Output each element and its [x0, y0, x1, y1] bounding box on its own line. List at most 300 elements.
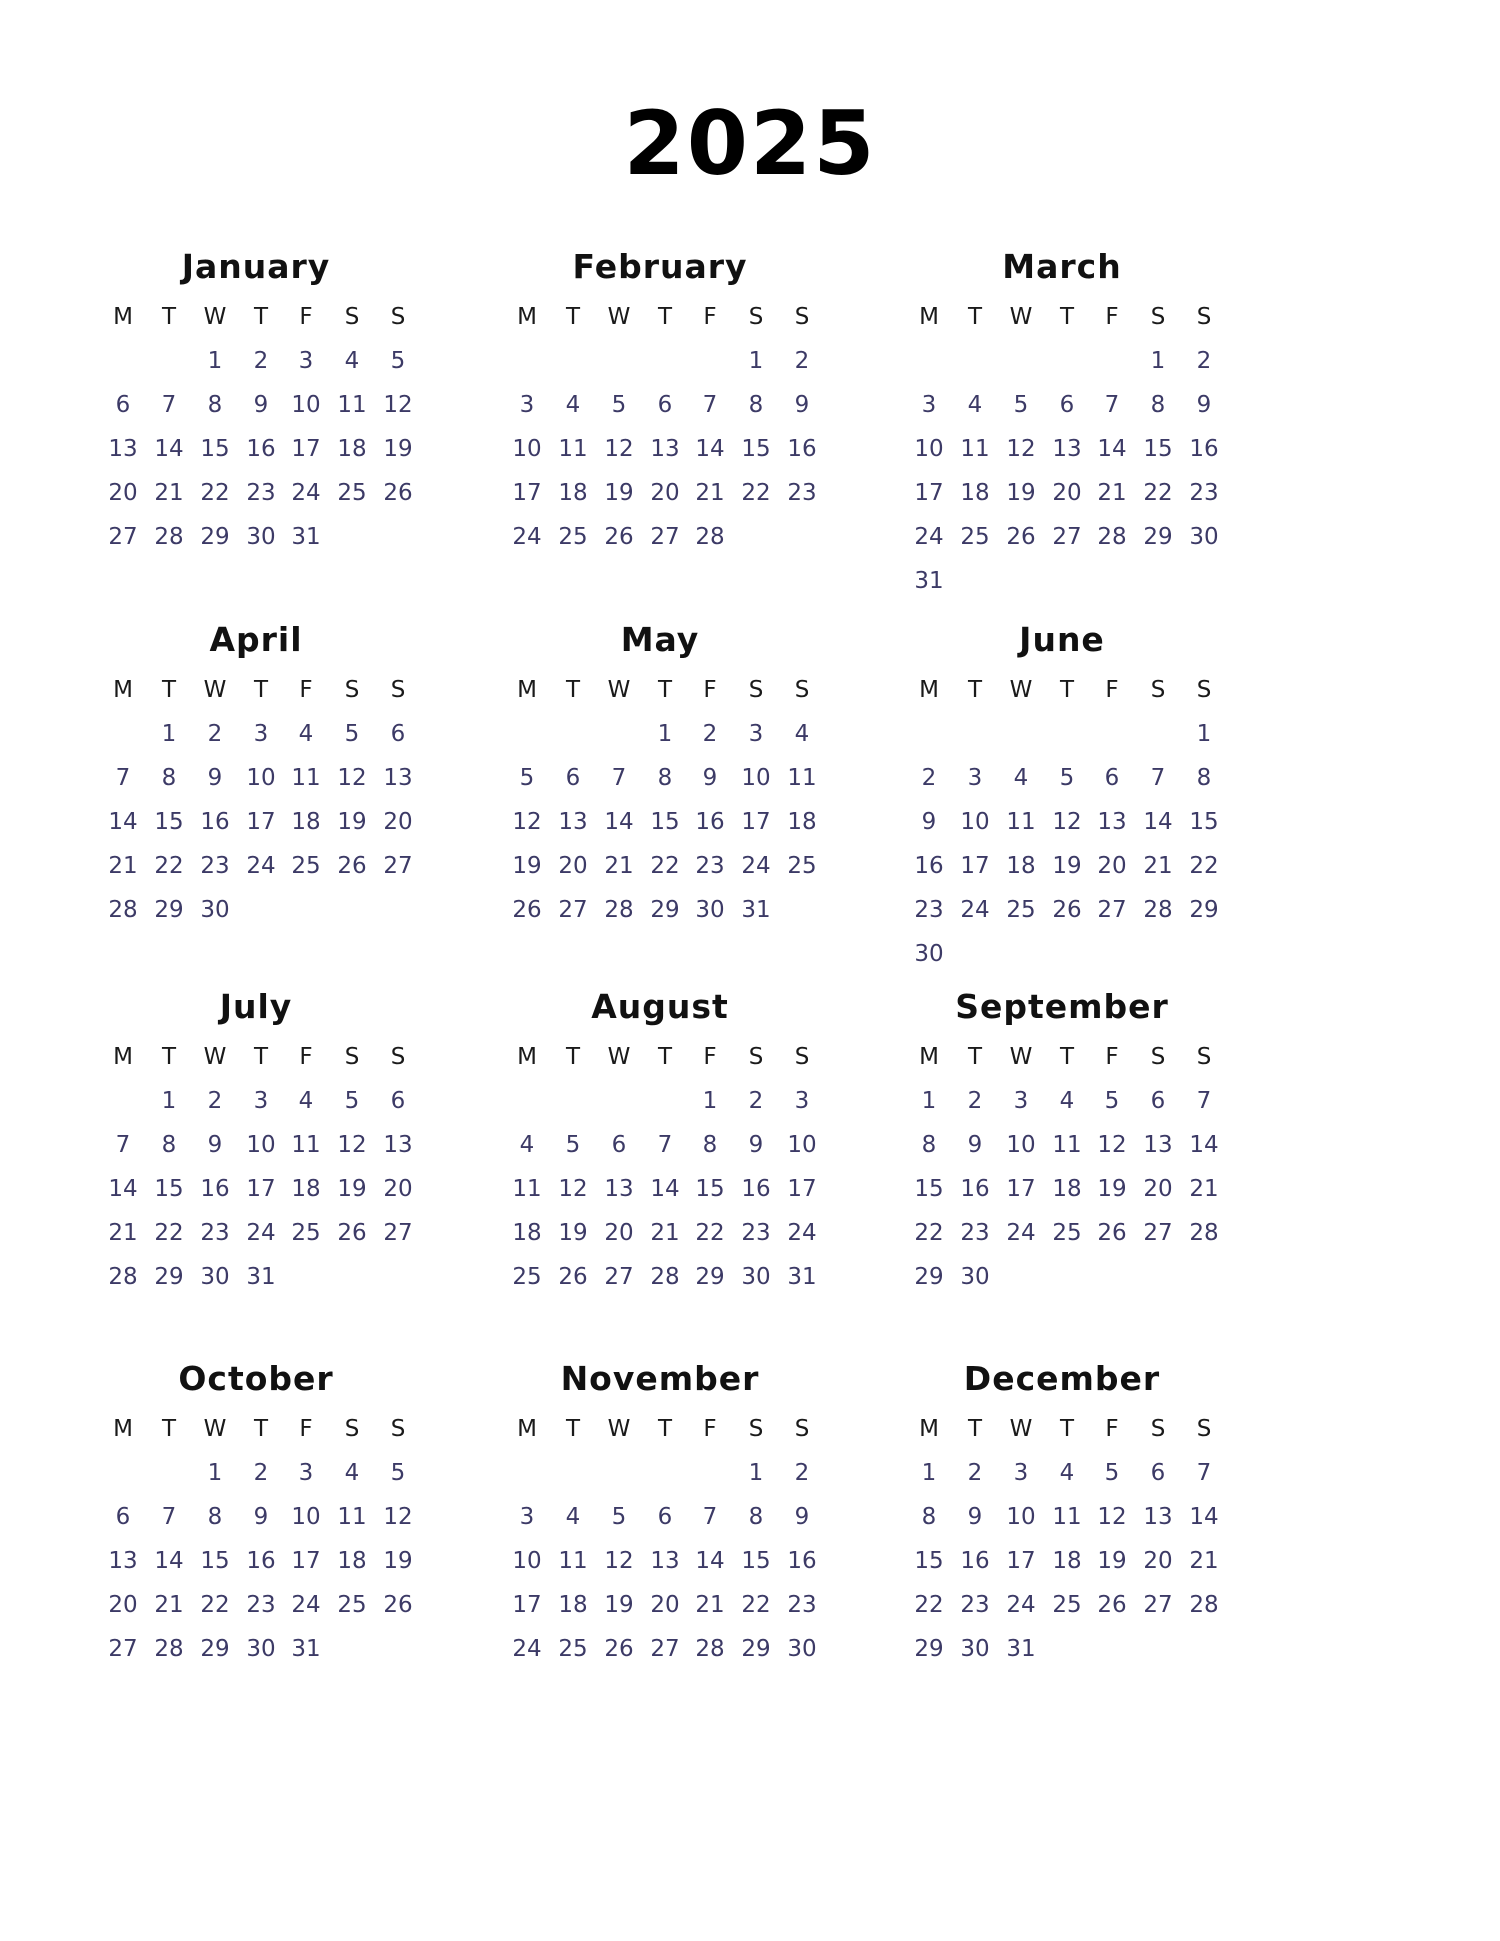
day-cell: 14 [154, 436, 184, 462]
day-cell: 23 [787, 1592, 817, 1618]
day-cell: 10 [246, 1132, 276, 1158]
day-cell: 30 [246, 524, 276, 550]
weekday-label: T [967, 677, 983, 703]
day-cell: 17 [1006, 1176, 1036, 1202]
day-cell: 31 [246, 1264, 276, 1290]
day-cell: 28 [1143, 897, 1173, 923]
day-cell: 11 [558, 436, 588, 462]
day-cell: 2 [253, 348, 269, 374]
day-cell: 11 [1052, 1132, 1082, 1158]
day-cell: 22 [650, 853, 680, 879]
day-cell: 25 [558, 1636, 588, 1662]
day-cell: 29 [695, 1264, 725, 1290]
day-cell: 4 [298, 1088, 314, 1114]
day-cell: 10 [1006, 1132, 1036, 1158]
day-cell: 1 [161, 721, 177, 747]
day-cell: 9 [253, 1504, 269, 1530]
day-cell: 4 [1059, 1460, 1075, 1486]
day-cell: 5 [1104, 1460, 1120, 1486]
day-cell: 30 [960, 1636, 990, 1662]
day-cell: 30 [246, 1636, 276, 1662]
month-august [478, 985, 842, 1290]
day-cell: 22 [200, 480, 230, 506]
day-cell: 13 [1143, 1132, 1173, 1158]
day-cell: 1 [921, 1088, 937, 1114]
day-cell: 7 [161, 392, 177, 418]
day-cell: 10 [914, 436, 944, 462]
day-cell: 21 [1097, 480, 1127, 506]
day-cell: 5 [519, 765, 535, 791]
day-cell: 27 [383, 853, 413, 879]
weekday-label: S [748, 1044, 764, 1070]
weekday-label: T [161, 677, 177, 703]
day-cell: 11 [960, 436, 990, 462]
day-cell: 14 [1189, 1504, 1219, 1530]
day-cell: 22 [1143, 480, 1173, 506]
day-cell: 15 [154, 809, 184, 835]
weekday-label: F [703, 1416, 717, 1442]
day-cell: 11 [337, 392, 367, 418]
day-cell: 28 [604, 897, 634, 923]
day-cell: 29 [1189, 897, 1219, 923]
day-cell: 12 [604, 436, 634, 462]
day-cell: 28 [1189, 1592, 1219, 1618]
weekday-label: M [517, 304, 537, 330]
day-cell: 18 [1052, 1176, 1082, 1202]
day-cell: 27 [383, 1220, 413, 1246]
day-cell: 25 [558, 524, 588, 550]
weekday-label: T [967, 1044, 983, 1070]
day-cell: 21 [1189, 1176, 1219, 1202]
day-cell: 26 [1006, 524, 1036, 550]
day-cell: 22 [914, 1220, 944, 1246]
day-cell: 21 [1189, 1548, 1219, 1574]
day-cell: 19 [1052, 853, 1082, 879]
day-cell: 21 [154, 1592, 184, 1618]
day-cell: 23 [960, 1592, 990, 1618]
day-cell: 11 [1006, 809, 1036, 835]
day-cell: 13 [108, 1548, 138, 1574]
weekday-label: W [1009, 1416, 1033, 1442]
day-cell: 13 [1097, 809, 1127, 835]
day-cell: 3 [1013, 1088, 1029, 1114]
day-cell: 26 [604, 524, 634, 550]
day-cell: 14 [650, 1176, 680, 1202]
day-cell: 21 [695, 1592, 725, 1618]
day-cell: 27 [650, 1636, 680, 1662]
day-cell: 9 [921, 809, 937, 835]
weekday-label: W [203, 1416, 227, 1442]
day-cell: 10 [291, 392, 321, 418]
day-cell: 27 [558, 897, 588, 923]
weekday-label: T [1059, 1044, 1075, 1070]
day-cell: 8 [207, 392, 223, 418]
day-cell: 4 [519, 1132, 535, 1158]
weekday-label: W [607, 304, 631, 330]
month-title: December [963, 1359, 1161, 1398]
weekday-label: T [657, 677, 673, 703]
month-title: August [591, 987, 729, 1026]
weekday-label: W [203, 677, 227, 703]
weekday-label: T [565, 677, 581, 703]
day-cell: 21 [154, 480, 184, 506]
day-cell: 31 [291, 524, 321, 550]
day-cell: 12 [512, 809, 542, 835]
day-cell: 20 [1052, 480, 1082, 506]
day-cell: 31 [1006, 1636, 1036, 1662]
day-cell: 15 [914, 1548, 944, 1574]
day-cell: 14 [1097, 436, 1127, 462]
day-cell: 25 [1052, 1592, 1082, 1618]
day-cell: 25 [960, 524, 990, 550]
day-cell: 6 [1104, 765, 1120, 791]
day-cell: 16 [246, 1548, 276, 1574]
weekday-label: S [390, 677, 406, 703]
day-cell: 19 [512, 853, 542, 879]
weekday-label: T [565, 1416, 581, 1442]
day-cell: 3 [794, 1088, 810, 1114]
day-cell: 1 [657, 721, 673, 747]
month-june [880, 618, 1244, 967]
weekday-label: F [703, 677, 717, 703]
day-cell: 27 [1143, 1220, 1173, 1246]
weekday-label: T [1059, 1416, 1075, 1442]
weekday-label: F [299, 1416, 313, 1442]
day-cell: 6 [390, 1088, 406, 1114]
day-cell: 1 [748, 348, 764, 374]
weekday-label: S [344, 304, 360, 330]
weekday-label: M [919, 677, 939, 703]
day-cell: 28 [650, 1264, 680, 1290]
weekday-label: T [967, 1416, 983, 1442]
day-cell: 5 [611, 1504, 627, 1530]
month-july [74, 985, 438, 1290]
month-title: November [560, 1359, 760, 1398]
day-cell: 15 [650, 809, 680, 835]
day-cell: 24 [914, 524, 944, 550]
day-cell: 9 [1196, 392, 1212, 418]
day-cell: 6 [115, 392, 131, 418]
month-march [880, 245, 1244, 594]
day-cell: 8 [1196, 765, 1212, 791]
day-cell: 28 [1189, 1220, 1219, 1246]
day-cell: 2 [967, 1460, 983, 1486]
day-cell: 27 [650, 524, 680, 550]
day-cell: 5 [390, 1460, 406, 1486]
day-cell: 7 [702, 392, 718, 418]
day-cell: 17 [787, 1176, 817, 1202]
day-cell: 15 [200, 1548, 230, 1574]
day-cell: 7 [1104, 392, 1120, 418]
day-cell: 1 [748, 1460, 764, 1486]
day-cell: 4 [565, 1504, 581, 1530]
day-cell: 9 [967, 1504, 983, 1530]
day-cell: 2 [253, 1460, 269, 1486]
day-cell: 11 [558, 1548, 588, 1574]
weekday-label: S [390, 1416, 406, 1442]
day-cell: 29 [741, 1636, 771, 1662]
day-cell: 30 [695, 897, 725, 923]
day-cell: 3 [748, 721, 764, 747]
day-cell: 6 [565, 765, 581, 791]
day-cell: 29 [200, 524, 230, 550]
day-cell: 5 [1013, 392, 1029, 418]
day-cell: 29 [650, 897, 680, 923]
day-cell: 12 [1097, 1504, 1127, 1530]
day-cell: 18 [512, 1220, 542, 1246]
day-cell: 13 [1052, 436, 1082, 462]
day-cell: 9 [253, 392, 269, 418]
day-cell: 27 [108, 1636, 138, 1662]
day-cell: 7 [657, 1132, 673, 1158]
day-cell: 6 [1150, 1088, 1166, 1114]
month-title: January [181, 247, 331, 286]
month-title: April [209, 620, 303, 659]
month-title: February [572, 247, 748, 286]
day-cell: 15 [200, 436, 230, 462]
day-cell: 29 [914, 1636, 944, 1662]
weekday-label: S [1196, 1416, 1212, 1442]
day-cell: 6 [1059, 392, 1075, 418]
weekday-label: W [1009, 1044, 1033, 1070]
day-cell: 17 [246, 1176, 276, 1202]
day-cell: 13 [108, 436, 138, 462]
weekday-label: S [1150, 677, 1166, 703]
day-cell: 13 [558, 809, 588, 835]
day-cell: 24 [787, 1220, 817, 1246]
day-cell: 23 [741, 1220, 771, 1246]
day-cell: 18 [960, 480, 990, 506]
day-cell: 28 [1097, 524, 1127, 550]
day-cell: 2 [921, 765, 937, 791]
day-cell: 22 [200, 1592, 230, 1618]
day-cell: 17 [1006, 1548, 1036, 1574]
day-cell: 5 [344, 1088, 360, 1114]
day-cell: 6 [115, 1504, 131, 1530]
weekday-label: F [299, 677, 313, 703]
day-cell: 14 [1143, 809, 1173, 835]
weekday-label: T [1059, 677, 1075, 703]
day-cell: 10 [246, 765, 276, 791]
weekday-label: T [161, 304, 177, 330]
day-cell: 23 [246, 1592, 276, 1618]
day-cell: 3 [519, 392, 535, 418]
weekday-label: F [299, 304, 313, 330]
day-cell: 3 [967, 765, 983, 791]
day-cell: 19 [604, 480, 634, 506]
day-cell: 1 [207, 1460, 223, 1486]
day-cell: 25 [291, 853, 321, 879]
day-cell: 13 [1143, 1504, 1173, 1530]
day-cell: 14 [695, 1548, 725, 1574]
day-cell: 16 [246, 436, 276, 462]
day-cell: 7 [161, 1504, 177, 1530]
day-cell: 30 [741, 1264, 771, 1290]
day-cell: 13 [604, 1176, 634, 1202]
day-cell: 13 [383, 1132, 413, 1158]
day-cell: 1 [702, 1088, 718, 1114]
day-cell: 1 [921, 1460, 937, 1486]
weekday-label: W [1009, 677, 1033, 703]
day-cell: 21 [108, 853, 138, 879]
day-cell: 4 [967, 392, 983, 418]
day-cell: 19 [1097, 1176, 1127, 1202]
day-cell: 30 [914, 941, 944, 967]
day-cell: 20 [650, 1592, 680, 1618]
day-cell: 30 [200, 1264, 230, 1290]
day-cell: 22 [741, 1592, 771, 1618]
weekday-label: T [161, 1416, 177, 1442]
day-cell: 6 [657, 392, 673, 418]
weekday-label: T [161, 1044, 177, 1070]
weekday-label: M [517, 1044, 537, 1070]
day-cell: 17 [512, 480, 542, 506]
day-cell: 22 [741, 480, 771, 506]
day-cell: 6 [611, 1132, 627, 1158]
day-cell: 16 [695, 809, 725, 835]
day-cell: 3 [519, 1504, 535, 1530]
day-cell: 18 [558, 1592, 588, 1618]
day-cell: 22 [154, 1220, 184, 1246]
day-cell: 31 [741, 897, 771, 923]
day-cell: 6 [657, 1504, 673, 1530]
month-title: September [955, 987, 1169, 1026]
weekday-label: F [1105, 304, 1119, 330]
day-cell: 3 [1013, 1460, 1029, 1486]
day-cell: 4 [565, 392, 581, 418]
weekday-label: T [657, 1044, 673, 1070]
day-cell: 17 [291, 436, 321, 462]
day-cell: 20 [1143, 1548, 1173, 1574]
day-cell: 1 [207, 348, 223, 374]
day-cell: 18 [1052, 1548, 1082, 1574]
weekday-label: M [113, 1416, 133, 1442]
day-cell: 23 [787, 480, 817, 506]
weekday-label: F [1105, 1044, 1119, 1070]
weekday-label: S [1150, 1044, 1166, 1070]
day-cell: 6 [390, 721, 406, 747]
day-cell: 2 [207, 1088, 223, 1114]
day-cell: 24 [960, 897, 990, 923]
weekday-label: T [657, 1416, 673, 1442]
day-cell: 16 [741, 1176, 771, 1202]
day-cell: 14 [108, 809, 138, 835]
weekday-label: S [344, 1416, 360, 1442]
year-title: 2025 [623, 92, 877, 195]
day-cell: 9 [967, 1132, 983, 1158]
day-cell: 5 [611, 392, 627, 418]
day-cell: 26 [512, 897, 542, 923]
day-cell: 10 [512, 436, 542, 462]
weekday-label: F [703, 304, 717, 330]
weekday-label: T [253, 304, 269, 330]
day-cell: 9 [702, 765, 718, 791]
day-cell: 8 [161, 765, 177, 791]
day-cell: 13 [650, 1548, 680, 1574]
weekday-label: S [748, 677, 764, 703]
day-cell: 23 [200, 853, 230, 879]
month-december [880, 1357, 1244, 1662]
day-cell: 7 [702, 1504, 718, 1530]
day-cell: 15 [154, 1176, 184, 1202]
day-cell: 13 [650, 436, 680, 462]
day-cell: 7 [1196, 1460, 1212, 1486]
weekday-label: S [1196, 677, 1212, 703]
month-title: October [178, 1359, 334, 1398]
day-cell: 16 [787, 436, 817, 462]
day-cell: 24 [246, 1220, 276, 1246]
day-cell: 8 [748, 1504, 764, 1530]
day-cell: 3 [253, 721, 269, 747]
day-cell: 17 [741, 809, 771, 835]
day-cell: 30 [1189, 524, 1219, 550]
weekday-label: S [344, 1044, 360, 1070]
day-cell: 9 [794, 392, 810, 418]
weekday-label: S [1196, 304, 1212, 330]
day-cell: 16 [960, 1548, 990, 1574]
day-cell: 8 [702, 1132, 718, 1158]
day-cell: 23 [200, 1220, 230, 1246]
day-cell: 5 [390, 348, 406, 374]
month-title: June [1019, 620, 1105, 659]
day-cell: 20 [558, 853, 588, 879]
day-cell: 21 [695, 480, 725, 506]
day-cell: 2 [967, 1088, 983, 1114]
day-cell: 16 [914, 853, 944, 879]
day-cell: 19 [383, 436, 413, 462]
day-cell: 8 [921, 1132, 937, 1158]
day-cell: 19 [1006, 480, 1036, 506]
day-cell: 14 [1189, 1132, 1219, 1158]
weekday-label: T [253, 1416, 269, 1442]
weekday-label: F [299, 1044, 313, 1070]
day-cell: 26 [604, 1636, 634, 1662]
month-november [478, 1357, 842, 1662]
day-cell: 4 [344, 348, 360, 374]
month-title: May [620, 620, 700, 659]
day-cell: 23 [1189, 480, 1219, 506]
day-cell: 15 [741, 1548, 771, 1574]
weekday-label: M [517, 1416, 537, 1442]
day-cell: 2 [207, 721, 223, 747]
day-cell: 9 [794, 1504, 810, 1530]
day-cell: 28 [154, 1636, 184, 1662]
day-cell: 10 [960, 809, 990, 835]
weekday-label: T [253, 677, 269, 703]
day-cell: 29 [200, 1636, 230, 1662]
day-cell: 18 [291, 809, 321, 835]
day-cell: 16 [960, 1176, 990, 1202]
day-cell: 15 [1143, 436, 1173, 462]
day-cell: 7 [1150, 765, 1166, 791]
month-february [478, 245, 842, 550]
day-cell: 28 [108, 1264, 138, 1290]
day-cell: 12 [383, 392, 413, 418]
day-cell: 4 [794, 721, 810, 747]
day-cell: 9 [748, 1132, 764, 1158]
day-cell: 17 [960, 853, 990, 879]
weekday-label: W [607, 1044, 631, 1070]
weekday-label: F [1105, 677, 1119, 703]
day-cell: 20 [1143, 1176, 1173, 1202]
day-cell: 8 [161, 1132, 177, 1158]
day-cell: 5 [1059, 765, 1075, 791]
day-cell: 24 [741, 853, 771, 879]
day-cell: 17 [512, 1592, 542, 1618]
month-september [880, 985, 1244, 1290]
day-cell: 17 [246, 809, 276, 835]
day-cell: 4 [1059, 1088, 1075, 1114]
